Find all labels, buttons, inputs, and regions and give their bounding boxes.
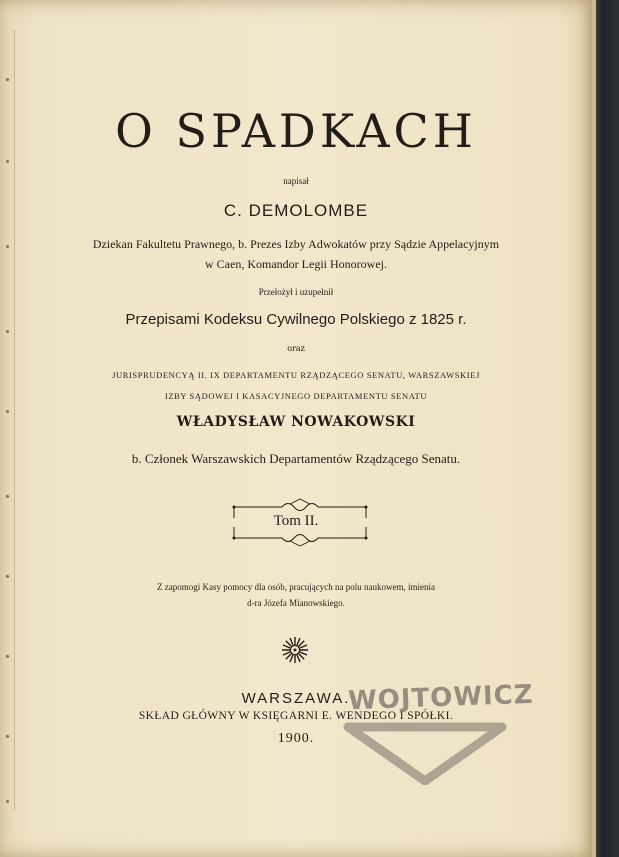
- publication-year: 1900.: [277, 731, 315, 746]
- translated-note: Przełożył i uzupełnił: [258, 287, 334, 297]
- book-binding: [592, 0, 619, 857]
- and-label: oraz: [287, 344, 305, 353]
- volume-label: Tom II.: [273, 513, 319, 529]
- translator-name: WŁADYSŁAW NOWAKOWSKI: [176, 414, 416, 430]
- page-edge: [592, 0, 596, 857]
- publisher: SKŁAD GŁÓWNY W KSIĘGARNI E. WENDEGO I SPÓŁKI.: [138, 710, 454, 722]
- author-description-line-2: w Caen, Komandor Legii Honorowej.: [205, 257, 387, 271]
- stamp-text: WOJTOWICZ: [347, 679, 535, 717]
- publication-city: WARSZAWA.: [241, 690, 351, 707]
- author-description-line-1: Dziekan Fakultetu Prawnego, b. Prezes Izby Adwokatów przy Sądzie Appelacyjnym: [92, 237, 500, 251]
- author-name: C. DEMOLOMBE: [223, 201, 369, 220]
- sun-ornament-icon: [281, 636, 309, 664]
- jurisprudence-line-1: JURISPRUDENCYĄ II. IX DEPARTAMENTU RZĄDZĄCEGO SENATU, WARSZAWSKIEJ: [112, 370, 480, 380]
- book-title: O SPADKACH: [115, 104, 477, 158]
- aid-note-line-2: d-ra Józefa Mianowskiego.: [247, 598, 345, 608]
- volume-frame-bottom: [230, 527, 370, 549]
- written-by-label: napisał: [283, 176, 309, 186]
- aid-note-line-1: Z zapomogi Kasy pomocy dla osób, pracujących na polu naukowem, imienia: [157, 582, 435, 592]
- code-reference: Przepisami Kodeksu Cywilnego Polskiego z 1825 r.: [125, 311, 467, 328]
- translator-description: b. Członek Warszawskich Departamentów Rządzącego Senatu.: [131, 451, 461, 466]
- jurisprudence-line-2: IZBY SĄDOWEJ I KASACYJNEGO DEPARTAMENTU SENATU: [164, 391, 428, 401]
